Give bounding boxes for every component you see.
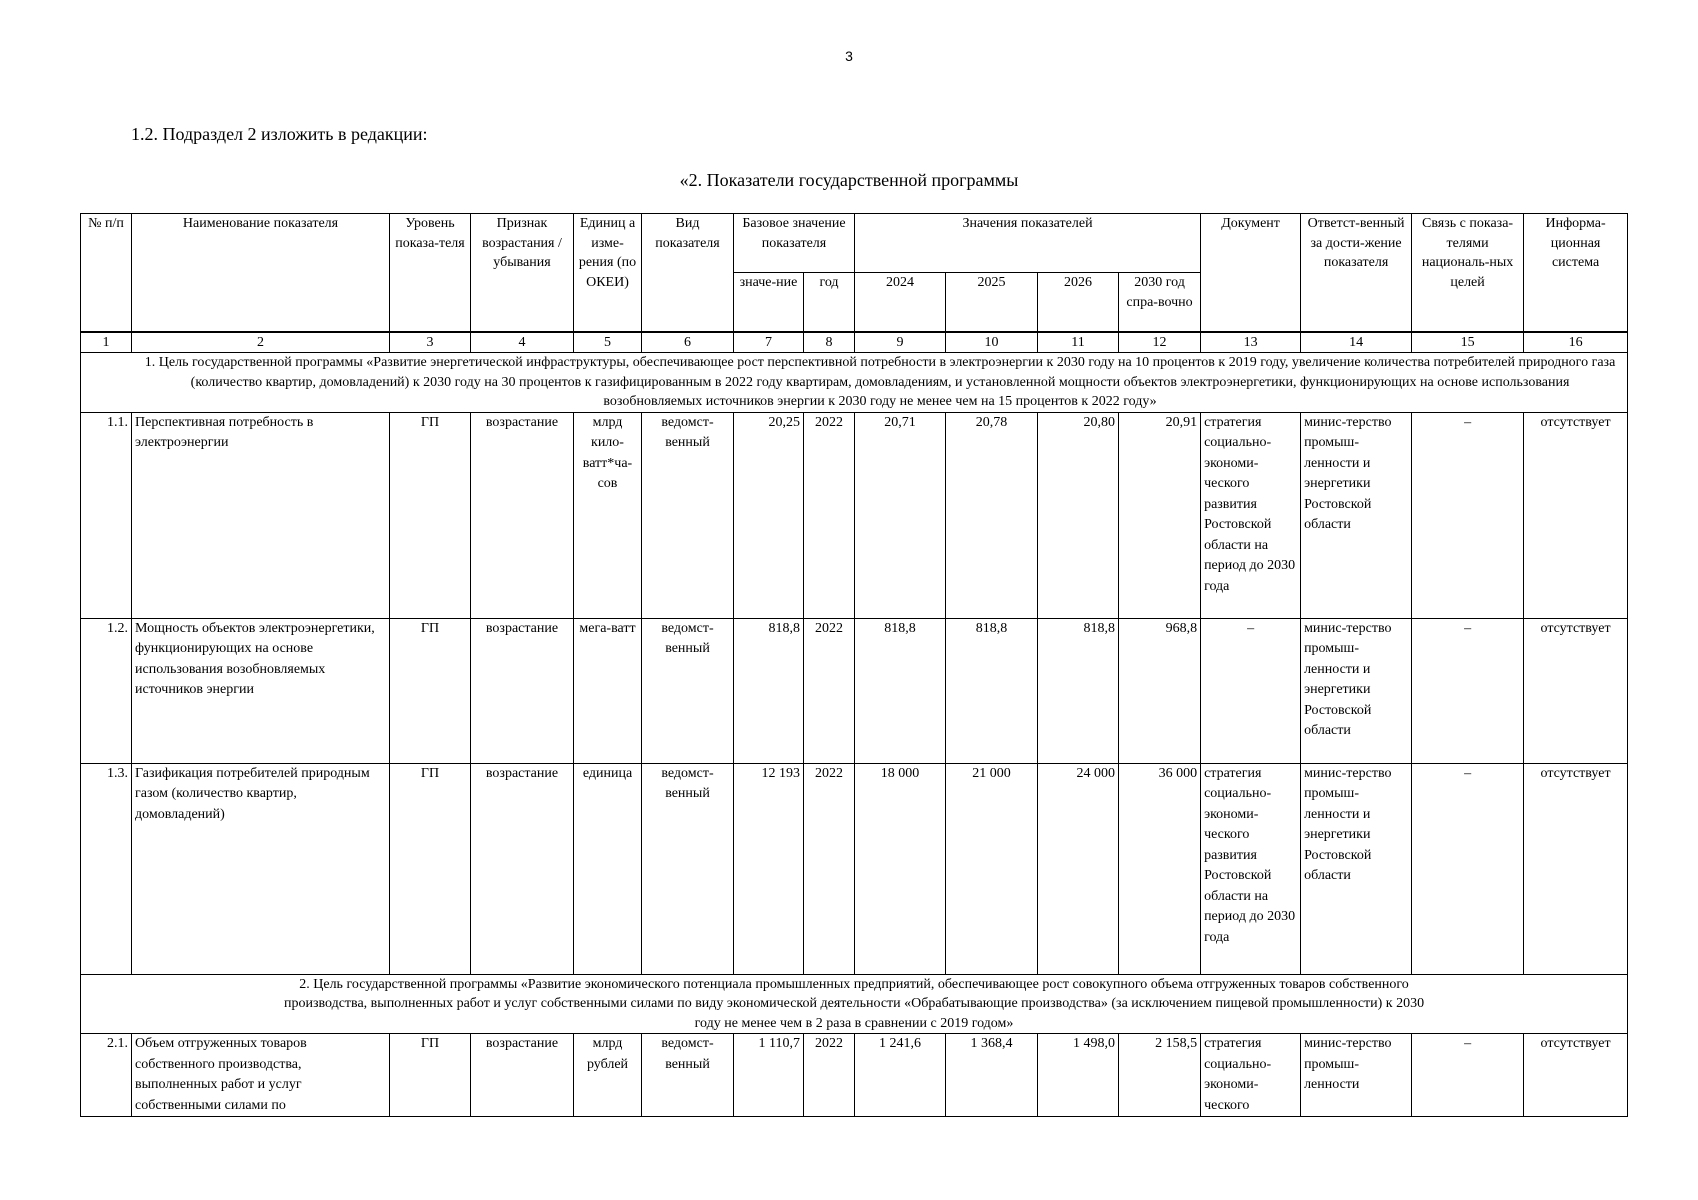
row-system: отсутствует — [1524, 1034, 1628, 1117]
row-level: ГП — [390, 1034, 471, 1117]
row-link: – — [1412, 412, 1524, 618]
row-unit: единица — [574, 763, 642, 974]
row-base-value: 818,8 — [734, 618, 804, 763]
row-value-2025: 818,8 — [946, 618, 1038, 763]
row-system: отсутствует — [1524, 618, 1628, 763]
row-trend: возрастание — [471, 412, 574, 618]
row-level: ГП — [390, 763, 471, 974]
row-num: 1.3. — [81, 763, 132, 974]
header-link: Связь с показа-телями националь-ных целей — [1412, 214, 1524, 333]
header-base-year: год — [804, 273, 855, 333]
page-number: 3 — [845, 48, 853, 64]
column-number: 3 — [390, 332, 471, 353]
row-num: 2.1. — [81, 1034, 132, 1117]
row-responsible: минис-терство промыш-ленности и энергетики Ростовской области — [1301, 618, 1412, 763]
table-row — [81, 618, 1628, 763]
row-base-value: 12 193 — [734, 763, 804, 974]
indicators-table — [80, 213, 1628, 1117]
header-base-value: значе-ние — [734, 273, 804, 333]
goal-1-text: 1. Цель государственной программы «Развитие энергетической инфраструктуры, обеспечивающее рост перспективной потребности в электроэнергии к 2030 году на 10 процентов к 2019 году, увеличение количества потребителей природного газа (количество квартир, домовладений) к 2030 году на 30 процентов к газифицированным в 2022 году квартирам, домовладениям, и установленной мощности объектов электроэнергетики, функционирующих на основе использования возобновляемых источников энергии к 2030 году не менее чем на 15 процентов к 2022 году» — [81, 353, 1628, 413]
row-base-year: 2022 — [804, 412, 855, 618]
table-row — [81, 763, 1628, 974]
row-link: – — [1412, 618, 1524, 763]
row-value-2026: 1 498,0 — [1038, 1034, 1119, 1117]
column-numbers-row — [81, 332, 1628, 353]
row-value-2024: 20,71 — [855, 412, 946, 618]
row-value-2025: 20,78 — [946, 412, 1038, 618]
header-name: Наименование показателя — [132, 214, 390, 333]
row-system: отсутствует — [1524, 763, 1628, 974]
column-number: 8 — [804, 332, 855, 353]
row-level: ГП — [390, 618, 471, 763]
row-trend: возрастание — [471, 763, 574, 974]
table-row — [81, 1034, 1628, 1117]
column-number: 12 — [1119, 332, 1201, 353]
row-num: 1.2. — [81, 618, 132, 763]
column-number: 13 — [1201, 332, 1301, 353]
row-unit: млрд рублей — [574, 1034, 642, 1117]
row-base-year: 2022 — [804, 618, 855, 763]
header-responsible: Ответст-венный за дости-жение показателя — [1301, 214, 1412, 333]
row-document: стратегия социально-экономи-ческого — [1201, 1034, 1301, 1117]
row-type: ведомст-венный — [642, 763, 734, 974]
column-number: 7 — [734, 332, 804, 353]
row-document: стратегия социально-экономи-ческого развития Ростовской области на период до 2030 года — [1201, 412, 1301, 618]
instruction-text: 1.2. Подраздел 2 изложить в редакции: — [131, 124, 428, 144]
row-value-2030: 36 000 — [1119, 763, 1201, 974]
row-trend: возрастание — [471, 1034, 574, 1117]
header-system: Информа-ционная система — [1524, 214, 1628, 333]
row-base-year: 2022 — [804, 763, 855, 974]
header-trend: Признак возрастания / убывания — [471, 214, 574, 333]
column-number: 10 — [946, 332, 1038, 353]
table-title: «2. Показатели государственной программы — [679, 170, 1019, 190]
table-row — [81, 412, 1628, 618]
column-number: 6 — [642, 332, 734, 353]
header-type: Вид показателя — [642, 214, 734, 333]
header-row-1 — [81, 214, 1628, 273]
row-value-2026: 20,80 — [1038, 412, 1119, 618]
header-unit: Единиц а изме-рения (по ОКЕИ) — [574, 214, 642, 333]
row-value-2030: 2 158,5 — [1119, 1034, 1201, 1117]
row-responsible: минис-терство промыш-ленности и энергетики Ростовской области — [1301, 412, 1412, 618]
row-base-value: 1 110,7 — [734, 1034, 804, 1117]
row-num: 1.1. — [81, 412, 132, 618]
header-year-2024: 2024 — [855, 273, 946, 333]
row-name: Мощность объектов электроэнергетики, функционирующих на основе использования возобновляемых источников энергии — [132, 618, 390, 763]
header-level: Уровень показа-теля — [390, 214, 471, 333]
column-number: 16 — [1524, 332, 1628, 353]
row-base-year: 2022 — [804, 1034, 855, 1117]
row-unit: мега-ватт — [574, 618, 642, 763]
header-base: Базовое значение показателя — [734, 214, 855, 273]
row-base-value: 20,25 — [734, 412, 804, 618]
row-link: – — [1412, 1034, 1524, 1117]
column-number: 4 — [471, 332, 574, 353]
row-value-2026: 818,8 — [1038, 618, 1119, 763]
row-type: ведомст-венный — [642, 618, 734, 763]
column-number: 11 — [1038, 332, 1119, 353]
header-num: № п/п — [81, 214, 132, 333]
column-number: 2 — [132, 332, 390, 353]
row-value-2025: 21 000 — [946, 763, 1038, 974]
goal-row — [81, 974, 1628, 1034]
row-name: Объем отгруженных товаров собственного производства, выполненных работ и услуг собственными силами по — [132, 1034, 390, 1117]
row-value-2026: 24 000 — [1038, 763, 1119, 974]
row-responsible: минис-терство промыш-ленности и энергетики Ростовской области — [1301, 763, 1412, 974]
row-value-2024: 1 241,6 — [855, 1034, 946, 1117]
header-year-2030: 2030 год спра-вочно — [1119, 273, 1201, 333]
row-value-2024: 18 000 — [855, 763, 946, 974]
row-responsible: минис-терство промыш-ленности — [1301, 1034, 1412, 1117]
row-document: стратегия социально-экономи-ческого развития Ростовской области на период до 2030 года — [1201, 763, 1301, 974]
header-year-2026: 2026 — [1038, 273, 1119, 333]
row-trend: возрастание — [471, 618, 574, 763]
row-value-2025: 1 368,4 — [946, 1034, 1038, 1117]
row-link: – — [1412, 763, 1524, 974]
row-value-2030: 20,91 — [1119, 412, 1201, 618]
column-number: 15 — [1412, 332, 1524, 353]
row-value-2030: 968,8 — [1119, 618, 1201, 763]
row-value-2024: 818,8 — [855, 618, 946, 763]
row-type: ведомст-венный — [642, 1034, 734, 1117]
row-unit: млрд кило-ватт*ча-сов — [574, 412, 642, 618]
row-system: отсутствует — [1524, 412, 1628, 618]
row-name: Газификация потребителей природным газом (количество квартир, домовладений) — [132, 763, 390, 974]
row-document: – — [1201, 618, 1301, 763]
header-values: Значения показателей — [855, 214, 1201, 273]
column-number: 9 — [855, 332, 946, 353]
goal-2-text: 2. Цель государственной программы «Развитие экономического потенциала промышленных предприятий, обеспечивающее рост совокупного объема отгруженных товаров собственного производства, выполненных работ и услуг собственными силами по виду экономической деятельности «Обрабатывающие производства» (за исключением пищевой промышленности) к 2030 году не менее чем в 2 раза в сравнении с 2019 годом» — [81, 974, 1628, 1034]
row-name: Перспективная потребность в электроэнергии — [132, 412, 390, 618]
row-level: ГП — [390, 412, 471, 618]
header-year-2025: 2025 — [946, 273, 1038, 333]
column-number: 5 — [574, 332, 642, 353]
column-number: 1 — [81, 332, 132, 353]
column-number: 14 — [1301, 332, 1412, 353]
header-document: Документ — [1201, 214, 1301, 333]
row-type: ведомст-венный — [642, 412, 734, 618]
goal-row — [81, 353, 1628, 413]
